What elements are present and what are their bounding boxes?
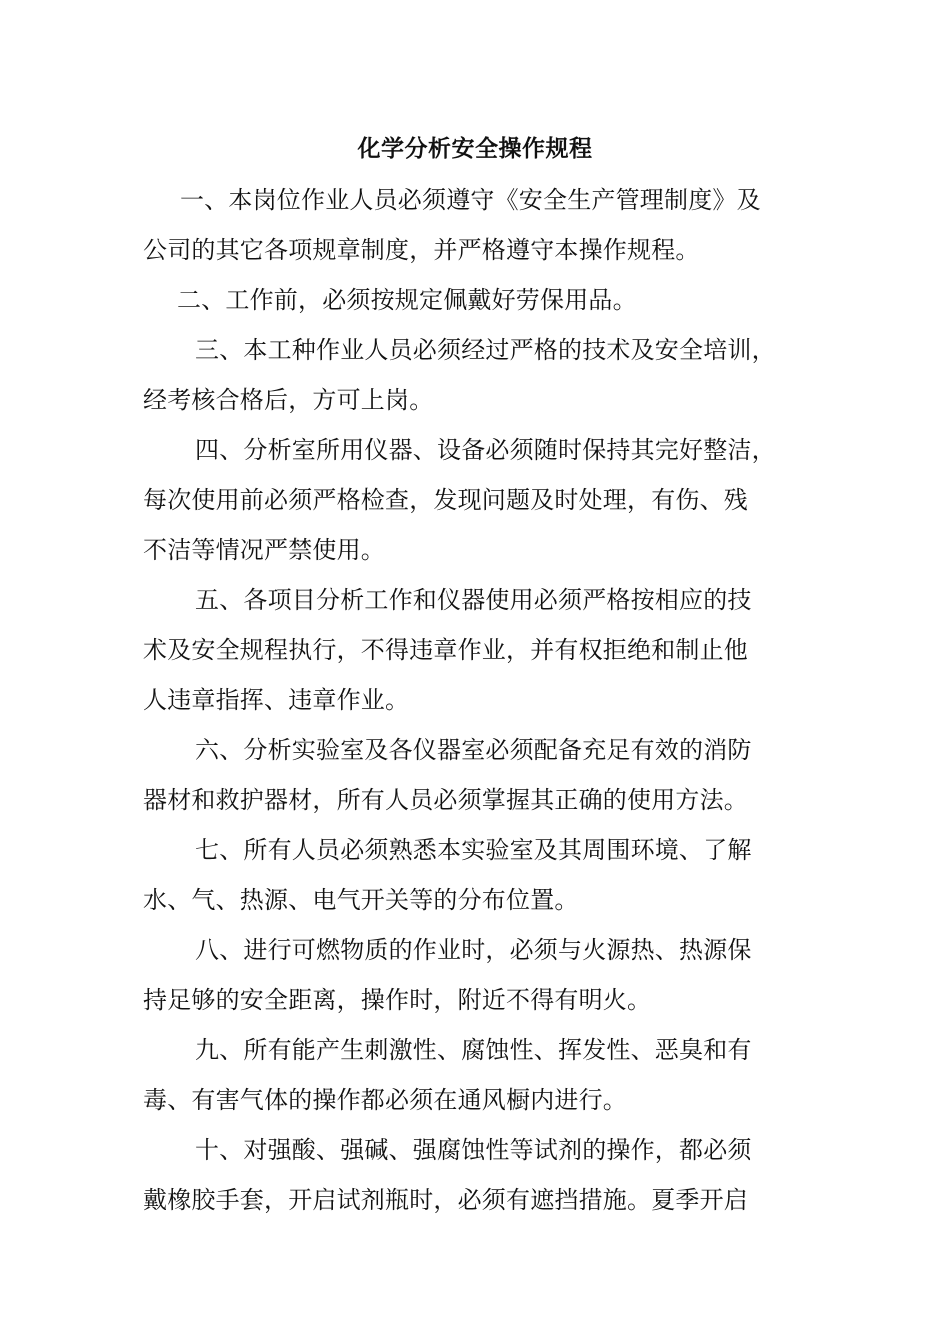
text-line: 四、分析室所用仪器、设备必须随时保持其完好整洁， — [195, 436, 776, 464]
text-line: 公司的其它各项规章制度，并严格遵守本操作规程。 — [143, 236, 700, 264]
text-line: 五、各项目分析工作和仪器使用必须严格按相应的技 — [195, 586, 752, 614]
text-line: 十、对强酸、强碱、强腐蚀性等试剂的操作，都必须 — [195, 1136, 752, 1164]
text-line: 三、本工种作业人员必须经过严格的技术及安全培训， — [195, 336, 776, 364]
text-line: 二、工作前，必须按规定佩戴好劳保用品。 — [177, 286, 637, 314]
text-line: 人违章指挥、违章作业。 — [143, 686, 410, 714]
text-line: 经考核合格后，方可上岗。 — [143, 386, 434, 414]
text-line: 八、进行可燃物质的作业时，必须与火源热、热源保 — [195, 936, 752, 964]
text-line: 一、本岗位作业人员必须遵守《安全生产管理制度》及 — [180, 186, 761, 214]
text-line: 持足够的安全距离，操作时，附近不得有明火。 — [143, 986, 652, 1014]
text-line: 术及安全规程执行，不得违章作业，并有权拒绝和制止他 — [143, 636, 748, 664]
text-line: 每次使用前必须严格检查，发现问题及时处理，有伤、残 — [143, 486, 748, 514]
text-line: 七、所有人员必须熟悉本实验室及其周围环境、了解 — [195, 836, 752, 864]
text-line: 戴橡胶手套，开启试剂瓶时，必须有遮挡措施。夏季开启 — [143, 1186, 748, 1214]
text-line: 水、气、热源、电气开关等的分布位置。 — [143, 886, 579, 914]
document-title: 化学分析安全操作规程 — [357, 136, 593, 162]
text-line: 九、所有能产生刺激性、腐蚀性、挥发性、恶臭和有 — [195, 1036, 752, 1064]
text-line: 不洁等情况严禁使用。 — [143, 536, 385, 564]
text-line: 六、分析实验室及各仪器室必须配备充足有效的消防 — [195, 736, 752, 764]
text-line: 毒、有害气体的操作都必须在通风橱内进行。 — [143, 1086, 627, 1114]
text-line: 器材和救护器材，所有人员必须掌握其正确的使用方法。 — [143, 786, 748, 814]
